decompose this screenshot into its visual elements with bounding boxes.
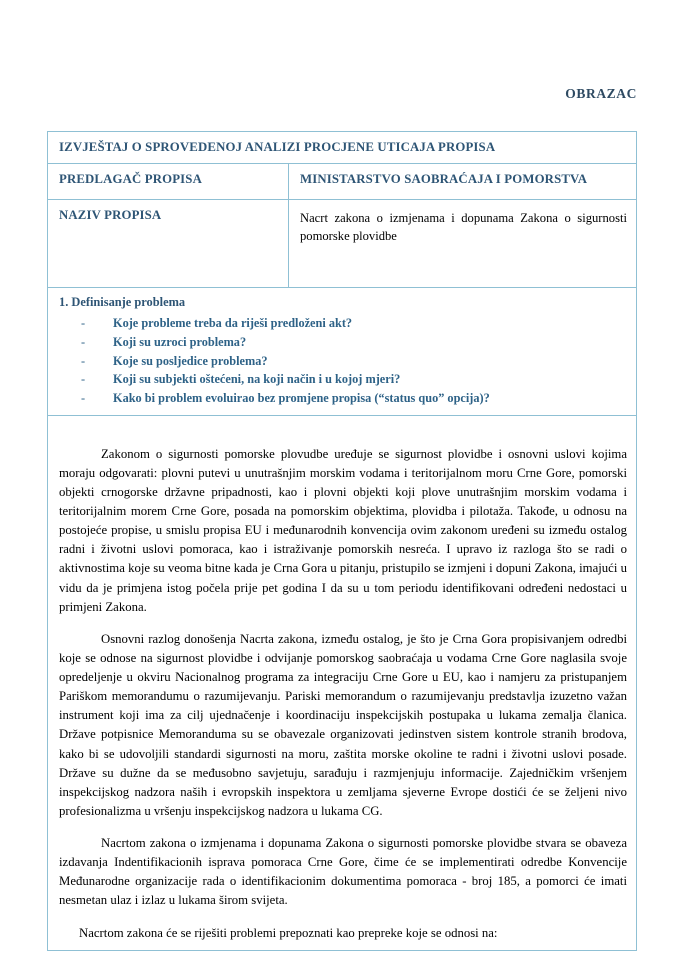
bullet-dash-icon: -	[81, 316, 86, 331]
question-text: Kako bi problem evoluirao bez promjene propisa (“status quo” opcija)?	[113, 391, 490, 406]
table-row	[48, 288, 637, 415]
regulation-name-label-cell	[48, 200, 289, 288]
list-item	[59, 389, 627, 408]
report-title-cell	[48, 132, 637, 164]
bullet-dash-icon: -	[81, 372, 86, 387]
proposer-value-cell	[289, 164, 637, 200]
bullet-dash-icon: -	[81, 391, 86, 406]
form-label: OBRAZAC	[565, 86, 637, 101]
table-row	[48, 200, 637, 288]
body-paragraph: Zakonom o sigurnosti pomorske plovudbe uređuje se sigurnost plovidbe i osnovni uslovi kojima moraju odgovarati: plovni putevi u unutrašnjim morskim vodama i teritorijalnom moru Crne Gore, pomorski objekti crnogorske državne pripadnosti, kao i plovni objekti koji plove unutrašnjim morskim vodama i teritorijalnim morem Crne Gore, posada na pomorskim objektima, plovidba i pilotaža. Takođe, u odnosu na postojeće propise, u smislu propisa EU i međunarodnih konvencija ovim zakonom uređeni su između ostalog radni i životni uslovi pomoraca, kao i istraživanje pomorskih nesreća. I upravo iz razloga što se radi o aktivnostima koje su veoma bitne kada je Crna Gora u pitanju, pristupilo se izmjeni i dopuni Zakona, imajući u vidu da je primjena istog počela prije pet godina I da su u tom periodu identifikovani određeni nedostaci u primjeni Zakona.	[59, 446, 627, 614]
body-paragraph: Nacrtom zakona o izmjenama i dopunama Zakona o sigurnosti pomorske plovidbe stvara se obaveza izdavanja Indentifikacionih isprava pomoraca Crne Gore, čime će se implementirati odredbe Konvencije Međunarodne organizacije rada o identifikacionim dokumentima pomoraca - broj 185, a pomorci će imati nesmetan ulaz i izlaz u lukama širom svijeta.	[59, 836, 627, 908]
question-text: Koje probleme treba da riješi predloženi akt?	[113, 316, 353, 331]
report-title: IZVJEŠTAJ O SPROVEDENOJ ANALIZI PROCJENE UTICAJA PROPISA	[59, 140, 496, 154]
question-list	[59, 314, 627, 407]
regulation-name-value: Nacrt zakona o izmjenama i dopunama Zakona o sigurnosti pomorske plovidbe	[300, 211, 627, 244]
list-item	[59, 333, 627, 352]
report-table	[47, 131, 637, 951]
regulation-name-label: NAZIV PROPISA	[59, 208, 162, 223]
problem-definition-cell	[48, 288, 637, 415]
bullet-dash-icon: -	[81, 334, 86, 349]
proposer-value: MINISTARSTVO SAOBRAĆAJA I POMORSTVA	[300, 172, 588, 187]
section-heading: 1. Definisanje problema	[59, 295, 186, 310]
bullet-dash-icon: -	[81, 353, 86, 368]
question-text: Koje su posljedice problema?	[113, 353, 268, 368]
list-item	[59, 370, 627, 389]
list-item	[59, 314, 627, 333]
body-text-cell	[48, 415, 637, 950]
table-row	[48, 132, 637, 164]
list-item	[59, 352, 627, 371]
proposer-label-cell	[48, 164, 289, 200]
cell-top-spacer	[59, 423, 627, 445]
question-text: Koji su subjekti oštećeni, na koji način i u kojoj mjeri?	[113, 372, 401, 387]
body-paragraph: Osnovni razlog donošenja Nacrta zakona, između ostalog, je što je Crna Gora propisivanjem odredbi koje se odnose na sigurnost plovidbe i odvijanje pomorskog saobraćaja u vodama Crne Gore naglasila svoje opredeljenje u okviru Nacionalnog programa za integraciju Crne Gore u EU, kao i namjeru za pristupanjem Pariškom memorandumu o razumijevanju. Pariski memorandum o razumijevanju predstavlja izuzetno važan instrument koji ima za cilj ujednačenje i koordinaciju inspekcijskih postupaka u lukama zemalja članica. Države potpisnice Memoranduma su se obavezale organizovati jedinstven sistem kontrole stranih brodova, kako bi se udovoljili standardi sigurnosti na moru, zaštita morske okoline te radni i životni uslovi posade. Države su dužne da se međusobno savjetuju, sarađuju i razmjenjuju informacije. Zajedničkim vršenjem inspekcijskog nadzora naših i evropskih inspektora u zemljama sjeverne Evrope dostići će se željeni nivo profesionalizma u vršenju inspekcijskog nadzora u lukama CG.	[59, 631, 627, 818]
table-row	[48, 415, 637, 950]
regulation-name-value-cell	[289, 200, 637, 288]
closing-line: Nacrtom zakona će se riješiti problemi prepoznati kao prepreke koje se odnosi na:	[79, 925, 498, 940]
question-text: Koji su uzroci problema?	[113, 334, 247, 349]
table-row	[48, 164, 637, 200]
proposer-label: PREDLAGAČ PROPISA	[59, 172, 202, 187]
